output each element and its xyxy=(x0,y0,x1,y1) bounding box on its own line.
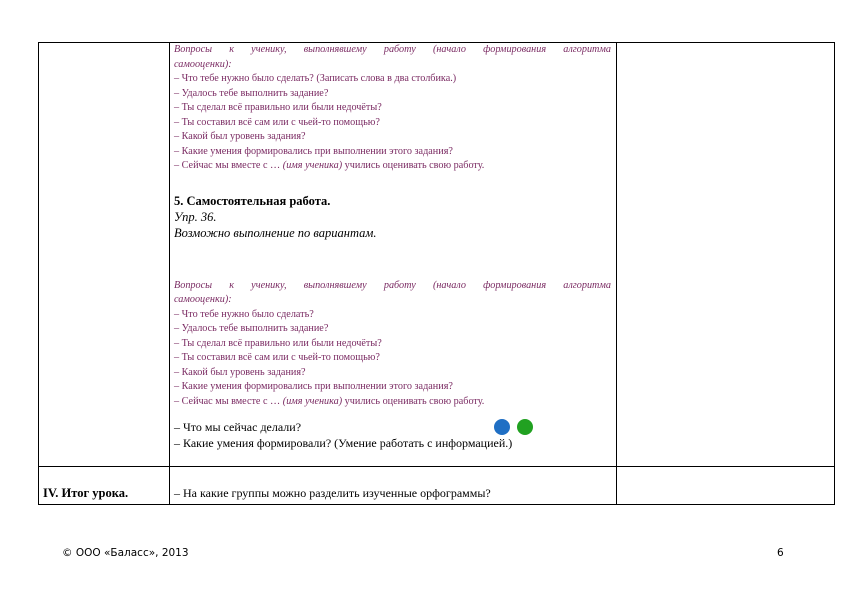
stage-question: – На какие группы можно разделить изученные орфограммы? xyxy=(174,486,491,500)
question-item: – Какой был уровень задания? xyxy=(174,131,306,142)
question-item: – Ты сделал всё правильно или были недочёты? xyxy=(174,337,382,349)
exercise-note: Возможно выполнение по вариантам. xyxy=(174,225,377,240)
question-item: – Ты составил всё сам или с чьей-то помощью? xyxy=(174,116,380,128)
blue-circle-marker xyxy=(494,419,510,435)
section-heading: 5. Самостоятельная работа. xyxy=(174,193,331,208)
final-question: – Что мы сейчас делали? xyxy=(174,420,302,434)
question-item: – Удалось тебе выполнить задание? xyxy=(174,87,329,99)
green-circle-marker xyxy=(517,419,533,435)
question-item: – Какой был уровень задания? xyxy=(174,366,306,378)
question-item: – Ты сделал всё правильно или были недочёты? xyxy=(174,102,382,113)
question-item-last xyxy=(174,159,611,174)
column-divider-right xyxy=(616,42,617,505)
final-question: – Какие умения формировали? (Умение работать с информацией.) xyxy=(174,436,513,450)
student-name-placeholder: (имя ученика) xyxy=(282,160,343,171)
question-item: – Удалось тебе выполнить задание? xyxy=(174,323,329,334)
question-text: – Сейчас мы вместе с … xyxy=(174,160,283,171)
stage-label-cell xyxy=(43,486,128,501)
questions-intro-line-1: Вопросы к ученику, выполнявшему работу (начало формирования алгоритма xyxy=(174,279,611,291)
main-content-cell xyxy=(174,43,611,451)
column-divider-left xyxy=(169,42,170,505)
self-assessment-questions-2 xyxy=(174,279,611,410)
question-item: – Что тебе нужно было сделать? (Записать слова в два столбика.) xyxy=(174,73,457,84)
stage-question-cell xyxy=(174,486,491,501)
question-text: – Сейчас мы вместе с … xyxy=(174,395,283,407)
exercise-number: Упр. 36. xyxy=(174,209,217,224)
question-text: учились оценивать свою работу. xyxy=(342,160,485,171)
row-divider xyxy=(38,466,835,467)
question-item: – Какие умения формировались при выполнении этого задания? xyxy=(174,145,453,157)
page-number: 6 xyxy=(777,547,784,559)
question-item: – Ты составил всё сам или с чьей-то помощью? xyxy=(174,352,380,363)
questions-intro-line-2: самооценки): xyxy=(174,294,232,305)
footer-copyright: © ООО «Баласс», 2013 xyxy=(62,547,189,559)
question-item-last xyxy=(174,395,611,410)
question-item: – Что тебе нужно было сделать? xyxy=(174,308,314,320)
questions-intro-line-1: Вопросы к ученику, выполнявшему работу (начало формирования алгоритма xyxy=(174,44,611,55)
self-assessment-questions-1 xyxy=(174,43,611,174)
questions-intro-line-2: самооценки): xyxy=(174,58,232,70)
stage-label: IV. Итог урока. xyxy=(43,486,129,500)
final-questions xyxy=(174,419,611,451)
student-name-placeholder: (имя ученика) xyxy=(282,395,343,407)
question-text: учились оценивать свою работу. xyxy=(342,395,485,407)
question-item: – Какие умения формировались при выполнении этого задания? xyxy=(174,381,453,392)
